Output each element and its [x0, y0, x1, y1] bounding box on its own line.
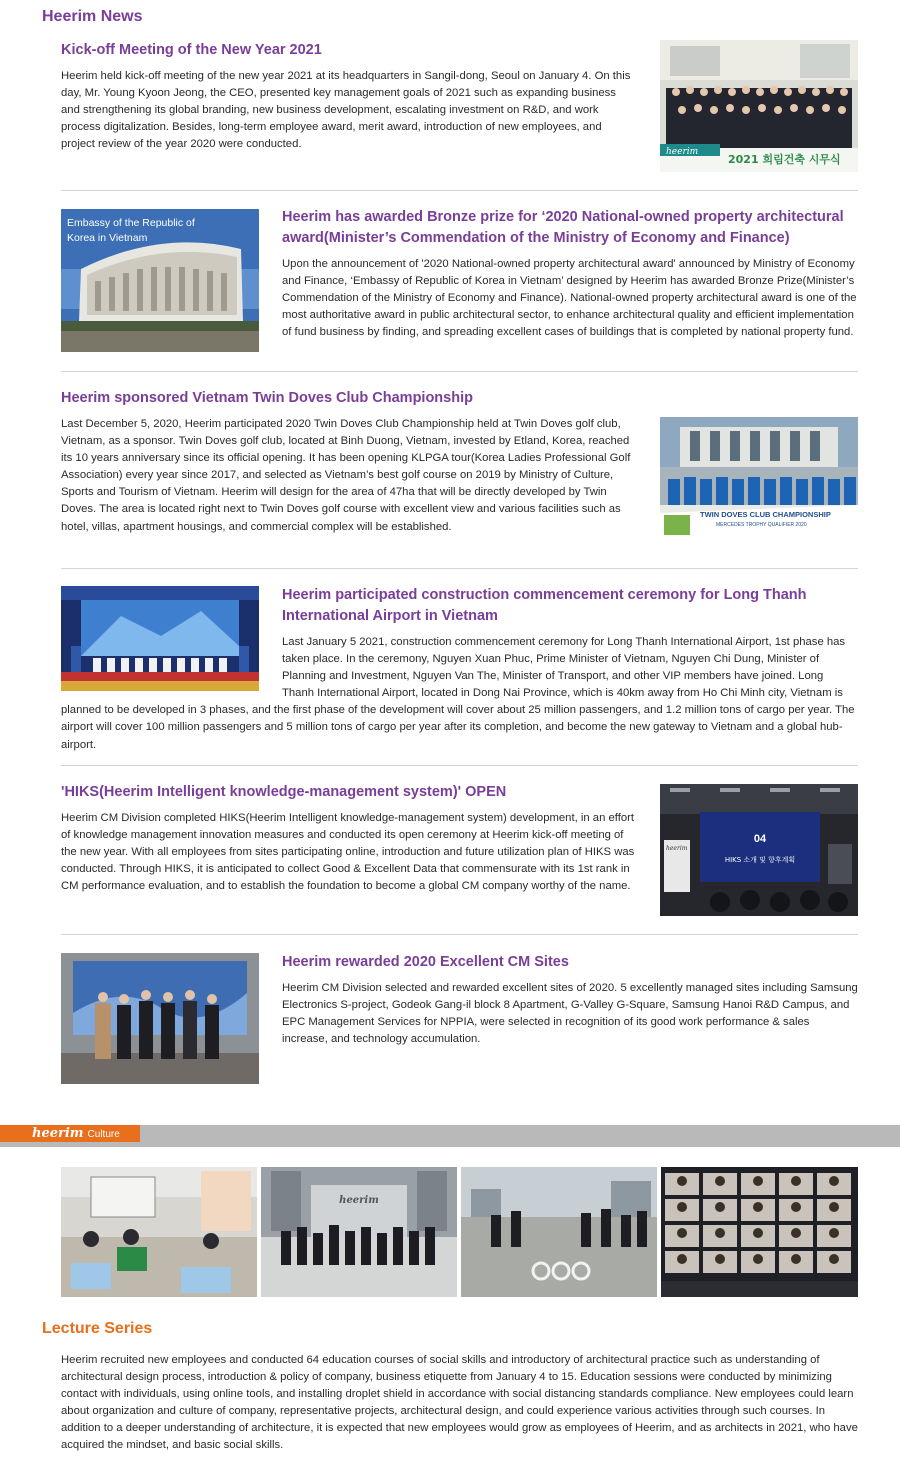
article-long-thanh-airport: [61, 585, 858, 754]
divider: [61, 934, 858, 935]
excellent-cm-sites-photo: [61, 953, 259, 1084]
culture-building-logo: heerim: [339, 1195, 379, 1206]
embassy-caption-line1: Embassy of the Republic of: [67, 217, 195, 229]
culture-brand: heerim: [32, 1126, 84, 1141]
divider: [61, 765, 858, 766]
article-title: Heerim participated construction commencement ceremony for Long Thanh International Airport in Vietnam: [282, 587, 807, 624]
embassy-caption-line2: Korea in Vietnam: [67, 232, 148, 244]
article-body: Heerim held kick-off meeting of the new year 2021 at its headquarters in Sangil-dong, Seoul on January 4. On this day, Mr. Young Kyoon Jeong, the CEO, presented key management goals of 2021 such as expanding business and strengthening its global branding, new business development, escalating investment on R&D, and work process digitalization. Besides, long-term employee award, merit award, introduction of new employees, and project review of the year 2020 were conducted.: [61, 70, 631, 151]
hiks-screen-text: HIKS 소개 및 향후계획: [724, 856, 796, 864]
news-section-title: Heerim News: [42, 8, 143, 25]
article-hiks-open: [61, 782, 858, 895]
hiks-photo-logo: heerim: [666, 845, 688, 852]
culture-label: Culture: [87, 1129, 120, 1140]
kickoff-photo-logo: heerim: [666, 147, 699, 157]
culture-classroom-photo: [61, 1167, 257, 1297]
embassy-building-photo: [61, 209, 259, 352]
hiks-screen-number: 04: [753, 833, 767, 845]
article-title: 'HIKS(Heerim Intelligent knowledge-management system)' OPEN: [61, 784, 507, 800]
lecture-body: Heerim recruited new employees and conducted 64 education courses of social skills and introductory of architectural practice such as understanding of architectural design process, introduction & policy of company, business etiquette from January 4 to 15. Education sessions were conducted by minimizing contact with individuals, using online tools, and installing droplet shield in accordance with social distancing standards compliance. New employees could learn about organization and culture of company, representative projects, architectural design, and could experience various activities through such courses. In addition to a deeper understanding of architecture, it is expected that new employees would grow as employees of Heerim, and as architects in 2021, who have acquired the mindset, and basic social skills.: [61, 1354, 858, 1452]
divider: [61, 371, 858, 372]
article-excellent-cm-sites: [282, 952, 858, 1048]
article-body: Upon the announcement of '2020 National-owned property architectural award' announced by Ministry of Economy and Finance, ‘Embassy of Republic of Korea in Vietnam’ designed by Heerim has awarded Bronze Prize(Minister’s Commendation of the Ministry of Economy and Finance). National-owned property architectural award is one of the most authoritative award in public architectural sector, to enhance architectural quality and efficient implementation of fund business by finding, and spreading excellent cases of buildings that is completed by national property fund.: [282, 258, 857, 339]
article-body: Last January 5 2021, construction commencement ceremony for Long Thanh International Airport, 1st phase has taken place. In the ceremony, Nguyen Xuan Phuc, Prime Minister of Vietnam, Nguyen Chi Dung, Minister of Planning and Investment, Nguyen Van The, Minister of Transport, and other VIP members have joined. Long Thanh International Airport, located in Dong Nai Province, which is 40km away from Ho Chi Minh city, Vietnam is planned to be developed in 3 phases, and the first phase of the development will cover about 25 million passengers, and 1.2 million tons of cargo per year. The airport will cover 100 million passengers and 5 million tons of cargo per year after its completion, and become the new gateway to Vietnam and a global hub-airport.: [61, 636, 855, 751]
golf-banner-line1: TWIN DOVES CLUB CHAMPIONSHIP: [700, 510, 831, 519]
divider: [61, 568, 858, 569]
culture-section-bar: [0, 1125, 900, 1147]
kickoff-photo-banner: 2021 희림건축 시무식: [728, 153, 841, 166]
article-title: Heerim sponsored Vietnam Twin Doves Club Championship: [61, 390, 473, 406]
article-twin-doves: [61, 388, 858, 536]
article-kickoff-meeting: [61, 40, 858, 153]
divider: [61, 190, 858, 191]
culture-building-group-photo: [261, 1167, 457, 1297]
golf-banner-line2: MERCEDES TROPHY QUALIFIER 2020: [716, 522, 807, 528]
culture-online-meeting-photo: [661, 1167, 858, 1297]
lecture-section-title: Lecture Series: [42, 1320, 153, 1337]
culture-rooftop-photo: [461, 1167, 657, 1297]
article-body: Last December 5, 2020, Heerim participated 2020 Twin Doves Club Championship held at Twin Doves golf club, Vietnam, as a sponsor. Twin Doves golf club, located at Binh Duong, Vietnam, invested by Etland, Korea, reached its 10 years anniversary since its official opening. It has been opening KLPGA tour(Korea Ladies Professional Golf Association) every year since 2017, and selected as Vietnam’s best golf course on 2019 by Ministry of Culture, Sports and Tourism of Vietnam. Heerim will design for the area of 47ha that will be directly developed by Twin Doves. The area is located right next to Twin Doves golf course with excellent view and various facilities such as hotel, villas, apartment housings, and commercial complex will be established.: [61, 418, 631, 533]
culture-tab: [0, 1125, 140, 1142]
article-title: Heerim rewarded 2020 Excellent CM Sites: [282, 954, 569, 970]
article-title: Heerim has awarded Bronze prize for ‘2020 National-owned property architectural award(Minister’s Commendation of the Ministry of Economy and Finance): [282, 209, 844, 246]
article-title: Kick-off Meeting of the New Year 2021: [61, 42, 322, 58]
article-body: Heerim CM Division selected and rewarded excellent sites of 2020. 5 excellently managed sites including Samsung Electronics S-project, Godeok Gang-il block 8 Apartment, G-Valley G-Square, Samsung Hanoi R&D Campus, and EPC Management Services for NPPIA, were selected in recognition of its good work performance & sales increase, and technology accumulation.: [282, 982, 858, 1046]
article-body: Heerim CM Division completed HIKS(Heerim Intelligent knowledge-management system) development, in an effort of knowledge management innovation measures and conducted its open ceremony at Heerim kick-off meeting of the new year. With all employees from sites participating online, introduction and future utilization plan of HIKS was conducted. Through HIKS, it is anticipated to collect Good & Excellent Data that commensurate with its 1st rank in CM performance evaluation, and to establish the foundation to become a global CM company worthy of the name.: [61, 812, 635, 893]
article-bronze-prize: [282, 207, 858, 341]
